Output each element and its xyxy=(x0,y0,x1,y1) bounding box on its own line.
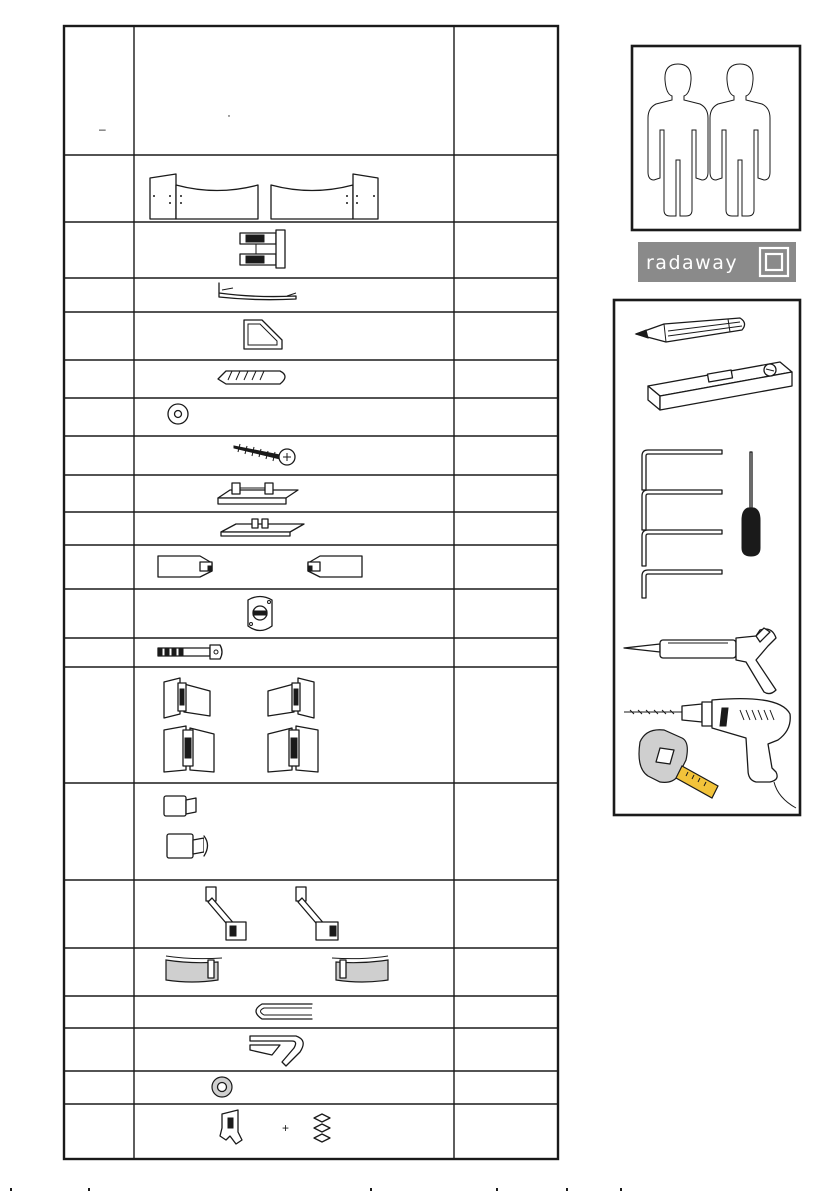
part-drip-seal xyxy=(250,1036,303,1066)
part-vertical-seal xyxy=(256,1004,312,1019)
part-magnetic-seal-strips xyxy=(166,956,388,982)
part-bottom-seal-profile xyxy=(219,283,296,300)
part-long-bolt xyxy=(158,645,222,659)
header-dash: – xyxy=(99,122,106,136)
part-end-caps xyxy=(158,556,362,577)
part-glass-clip xyxy=(218,483,298,504)
part-wall-mount xyxy=(248,597,272,631)
part-glass-base-plate xyxy=(221,519,304,536)
part-handle-set xyxy=(240,230,285,268)
part-stabilizer-arms xyxy=(206,887,338,940)
tools-panel xyxy=(614,300,800,815)
part-screw xyxy=(234,444,295,465)
part-glass-hinges xyxy=(164,678,318,772)
part-door-panels xyxy=(150,174,378,219)
brand-logo xyxy=(638,242,796,282)
part-corner-bracket xyxy=(244,320,282,349)
part-clip-with-spacers xyxy=(220,1110,330,1144)
bottom-edge-marks xyxy=(10,1188,622,1191)
part-door-knobs xyxy=(164,796,208,858)
part-rubber-ring xyxy=(212,1077,232,1097)
brand-name: radaway xyxy=(646,252,739,274)
two-installers-panel xyxy=(632,46,800,230)
part-wall-plug xyxy=(218,371,285,384)
plus-sign: + xyxy=(282,1121,290,1135)
part-washer xyxy=(168,404,188,424)
